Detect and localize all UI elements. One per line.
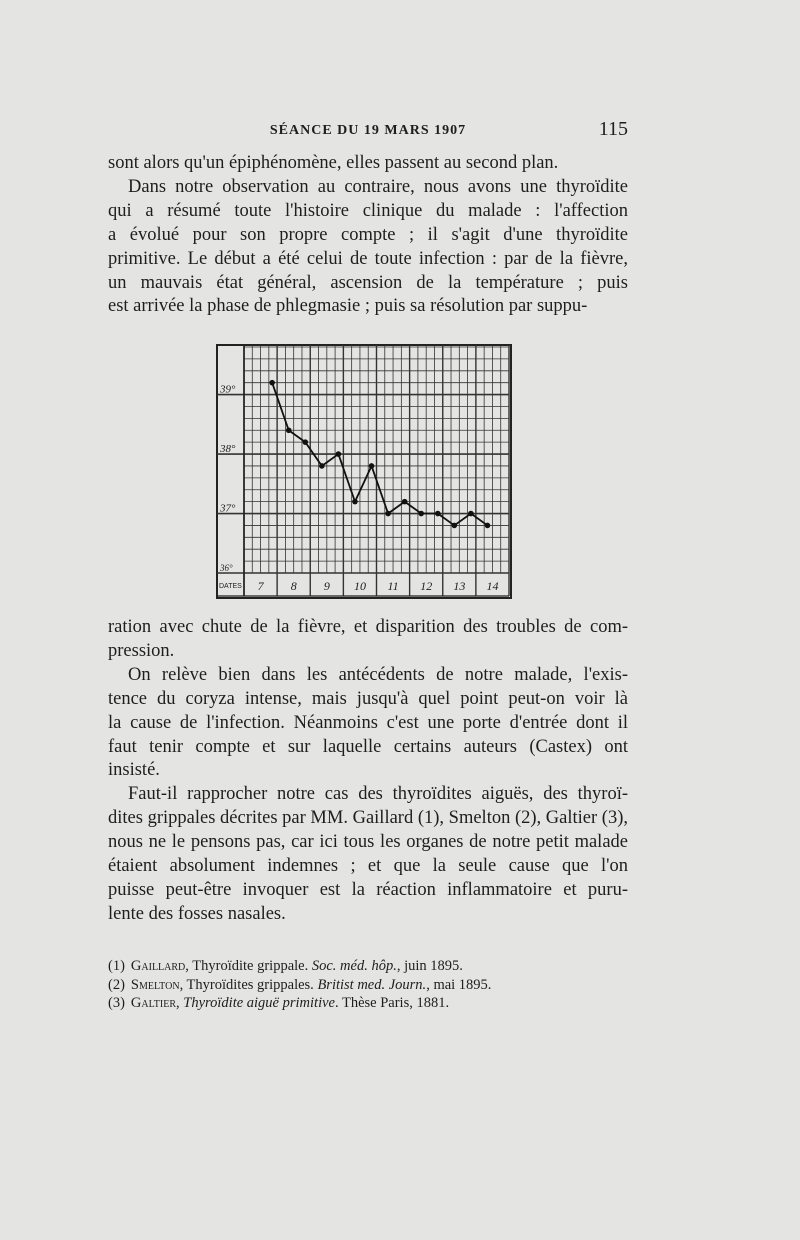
data-point xyxy=(402,499,408,505)
text-line: nous ne le pensons pas, car ici tous les organes de notre petit malade xyxy=(108,832,628,853)
text-line: qui a résumé toute l'histoire clinique du malade : l'affection xyxy=(108,200,628,221)
text-line: un mauvais état général, ascension de la température ; puis xyxy=(108,272,628,293)
text-line: ration avec chute de la fièvre, et disparition des troubles de com- xyxy=(108,617,628,637)
running-title: SÉANCE DU 19 MARS 1907 xyxy=(269,123,467,138)
footnote-rest: , mai 1895. xyxy=(426,976,492,993)
text-line: On relève bien dans les antécédents de notre malade, l'exis- xyxy=(128,664,628,685)
data-point xyxy=(286,427,292,433)
footnotes xyxy=(108,957,648,1013)
data-point xyxy=(452,523,458,529)
text-line: dites grippales décrites par MM. Gaillard (1), Smelton (2), Galtier (3), xyxy=(108,808,628,829)
text-line: lente des fosses nasales. xyxy=(108,903,286,924)
data-point xyxy=(352,499,358,505)
footnote xyxy=(108,976,648,995)
x-tick-label: 11 xyxy=(387,579,399,593)
x-tick-label: 14 xyxy=(486,579,499,593)
footnote-rest: . Thèse Paris, 1881. xyxy=(334,995,450,1011)
footnote-author: Gaillard xyxy=(130,958,186,974)
footnote-title: , xyxy=(176,995,184,1011)
x-tick-label: 8 xyxy=(290,579,297,593)
text-line: faut tenir compte et sur laquelle certains auteurs (Castex) ont xyxy=(108,736,628,757)
text-line: tence du coryza intense, mais jusqu'à quel point peut-on voir là xyxy=(108,688,628,709)
data-point xyxy=(269,380,275,386)
data-point xyxy=(302,439,308,445)
data-point xyxy=(435,511,441,517)
footnote-num: (2) xyxy=(108,976,125,993)
x-tick-label: 7 xyxy=(257,579,264,593)
page-number: 115 xyxy=(598,118,628,140)
footnote-journal: Britist med. Journ. xyxy=(317,976,427,993)
footnote xyxy=(108,957,648,976)
footnote-num: (1) xyxy=(108,958,125,974)
data-point xyxy=(485,523,491,529)
text-line: Faut-il rapprocher notre cas des thyroïdites aiguës, des thyroï- xyxy=(128,784,628,805)
text-line: a évolué pour son propre compte ; il s'agit d'une thyroïdite xyxy=(108,224,628,245)
footnote-rest: , juin 1895. xyxy=(396,958,463,974)
footnote-author: Smelton xyxy=(130,976,180,993)
text-line: étaient absolument indemnes ; et que la seule cause que l'on xyxy=(108,856,628,877)
text-line: est arrivée la phase de phlegmasie ; puis sa résolution par suppu- xyxy=(108,296,588,317)
y-tick-label: 38° xyxy=(220,443,236,456)
footnote-author: Galtier xyxy=(130,995,177,1011)
x-tick-label: 13 xyxy=(453,579,466,593)
page-header xyxy=(108,118,628,142)
data-point xyxy=(336,451,342,457)
dates-label: DATES xyxy=(219,583,242,590)
y-tick-label: 37° xyxy=(220,502,236,515)
text-line: insisté. xyxy=(108,760,160,781)
data-point xyxy=(468,511,474,517)
data-point xyxy=(319,463,325,469)
footnote-journal: Thyroïdite aiguë primitive xyxy=(183,995,335,1011)
x-tick-label: 12 xyxy=(420,579,433,593)
data-point xyxy=(369,463,375,469)
footnote-title: , Thyroïdite grippale. xyxy=(185,958,312,974)
x-tick-label: 10 xyxy=(353,579,366,593)
text-line: puisse peut-être invoquer est la réaction inflammatoire et puru- xyxy=(108,879,628,900)
y-tick-label: 36° xyxy=(220,563,233,573)
footnote xyxy=(108,994,648,1013)
text-line: sont alors qu'un épiphénomène, elles passent au second plan. xyxy=(108,153,559,173)
y-tick-label: 39° xyxy=(220,383,236,396)
text-block-top xyxy=(108,152,628,319)
text-line: primitive. Le début a été celui de toute infection : par de la fièvre, xyxy=(108,248,628,269)
text-line: pression. xyxy=(108,640,175,661)
footnote-num: (3) xyxy=(108,995,125,1011)
data-point xyxy=(418,511,424,517)
temperature-chart xyxy=(214,343,516,603)
text-line: Dans notre observation au contraire, nous avons une thyroïdite xyxy=(128,176,628,197)
text-block-bottom xyxy=(108,616,628,927)
footnote-journal: Soc. méd. hôp. xyxy=(311,958,397,974)
x-tick-label: 9 xyxy=(323,579,330,593)
footnote-title: , Thyroïdites grippales. xyxy=(179,976,318,993)
data-point xyxy=(385,511,391,517)
text-line: la cause de l'infection. Néanmoins c'est une porte d'entrée dont il xyxy=(108,712,628,733)
